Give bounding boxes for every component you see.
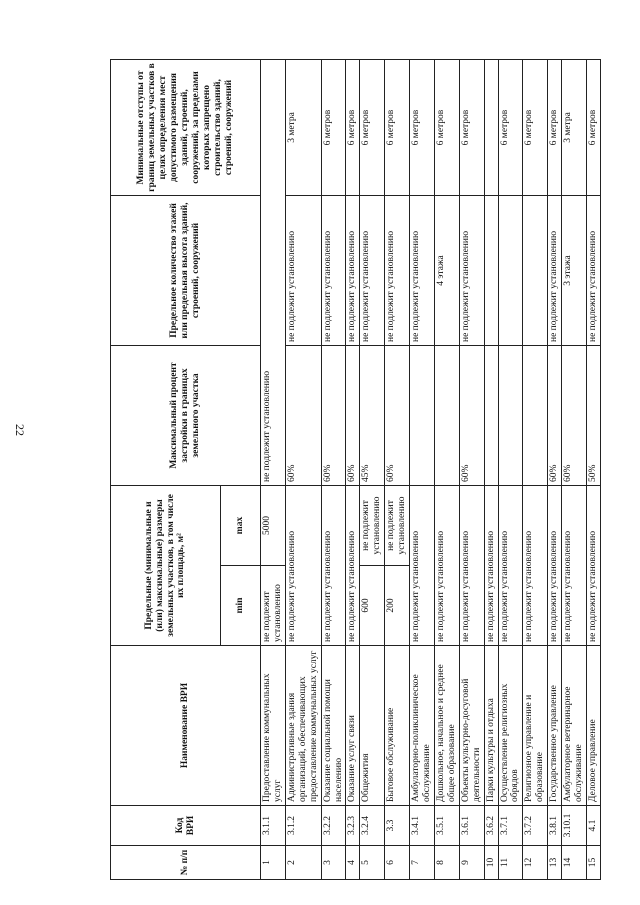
row-num: 12 bbox=[523, 846, 548, 880]
row-name: Объекты культурно-досуговой деятельности bbox=[459, 646, 484, 806]
row-percent: не подлежит установлению bbox=[261, 60, 286, 486]
row-floors: не подлежит установлению bbox=[586, 196, 600, 346]
row-setback: 6 метров bbox=[586, 60, 600, 196]
row-num: 10 bbox=[484, 846, 498, 880]
table-row bbox=[484, 60, 498, 880]
row-size: не подлежит установлению bbox=[548, 486, 562, 646]
row-name: Административные здания организаций, обеспечивающих предоставление коммунальных услуг bbox=[285, 646, 321, 806]
header-code: Код ВРИ bbox=[111, 806, 261, 846]
row-setback: 3 метра bbox=[285, 60, 321, 196]
row-floors: не подлежит установлению bbox=[548, 196, 562, 346]
row-code: 3.3 bbox=[385, 806, 410, 846]
row-percent bbox=[498, 346, 523, 486]
row-setback: 6 метров bbox=[385, 60, 410, 196]
table-row bbox=[285, 60, 321, 880]
row-num: 14 bbox=[562, 846, 587, 880]
row-max: 5000 bbox=[261, 486, 286, 566]
row-floors: не подлежит установлению bbox=[321, 196, 346, 346]
row-size: не подлежит установлению bbox=[523, 486, 548, 646]
table-row bbox=[410, 60, 435, 880]
row-max: не подлежит установлению bbox=[360, 486, 385, 566]
header-size: Предельные (минимальные и (или) максимальные) размеры земельных участков, в том числе их площадь, м² bbox=[111, 486, 221, 646]
header-name: Наименование ВРИ bbox=[111, 646, 261, 806]
row-name: Амбулаторное ветеринарное обслуживание bbox=[562, 646, 587, 806]
row-floors: не подлежит установлению bbox=[346, 196, 360, 346]
row-size: не подлежит установлению bbox=[434, 486, 459, 646]
row-name: Общежития bbox=[360, 646, 385, 806]
row-code: 3.10.1 bbox=[562, 806, 587, 846]
row-code: 3.2.4 bbox=[360, 806, 385, 846]
row-floors bbox=[523, 196, 548, 346]
row-name: Парки культуры и отдыха bbox=[484, 646, 498, 806]
row-max: не подлежит установлению bbox=[385, 486, 410, 566]
row-size: не подлежит установлению bbox=[562, 486, 587, 646]
row-name: Государственное управление bbox=[548, 646, 562, 806]
row-code: 3.6.2 bbox=[484, 806, 498, 846]
row-name: Амбулаторно-поликлиническое обслуживание bbox=[410, 646, 435, 806]
row-num: 9 bbox=[459, 846, 484, 880]
row-code: 3.1.1 bbox=[261, 806, 286, 846]
row-code: 3.2.3 bbox=[346, 806, 360, 846]
row-code: 3.7.1 bbox=[498, 806, 523, 846]
header-num: № п/п bbox=[111, 846, 261, 880]
row-num: 11 bbox=[498, 846, 523, 880]
table-row bbox=[360, 60, 385, 880]
row-num: 4 bbox=[346, 846, 360, 880]
row-num: 3 bbox=[321, 846, 346, 880]
table-row bbox=[498, 60, 523, 880]
row-size: не подлежит установлению bbox=[410, 486, 435, 646]
row-percent: 60% bbox=[321, 346, 346, 486]
table-row bbox=[385, 60, 410, 880]
table-row bbox=[523, 60, 548, 880]
table-row bbox=[261, 60, 286, 880]
row-num: 2 bbox=[285, 846, 321, 880]
row-setback: 3 метра bbox=[562, 60, 587, 196]
row-percent bbox=[484, 346, 498, 486]
row-setback: 6 метров bbox=[523, 60, 548, 196]
table-row bbox=[459, 60, 484, 880]
row-name: Предоставление коммунальных услуг bbox=[261, 646, 286, 806]
row-setback: 6 метров bbox=[346, 60, 360, 196]
row-setback: 6 метров bbox=[410, 60, 435, 196]
row-num: 7 bbox=[410, 846, 435, 880]
row-floors: не подлежит установлению bbox=[360, 196, 385, 346]
row-name: Оказание услуг связи bbox=[346, 646, 360, 806]
table-row bbox=[548, 60, 562, 880]
row-percent: 60% bbox=[562, 346, 587, 486]
row-min: 200 bbox=[385, 566, 410, 646]
row-setback: 6 метров bbox=[459, 60, 484, 196]
row-floors: 3 этажа bbox=[562, 196, 587, 346]
row-floors: 4 этажа bbox=[434, 196, 459, 346]
row-name: Осуществление религиозных обрядов bbox=[498, 646, 523, 806]
row-min: не подлежит установлению bbox=[261, 566, 286, 646]
row-num: 1 bbox=[261, 846, 286, 880]
row-code: 3.6.1 bbox=[459, 806, 484, 846]
table-row bbox=[321, 60, 346, 880]
row-code: 3.8.1 bbox=[548, 806, 562, 846]
row-size: не подлежит установлению bbox=[484, 486, 498, 646]
row-floors: не подлежит установлению bbox=[285, 196, 321, 346]
row-size: не подлежит установлению bbox=[346, 486, 360, 646]
row-size: не подлежит установлению bbox=[285, 486, 321, 646]
row-percent bbox=[523, 346, 548, 486]
row-setback bbox=[484, 60, 498, 196]
row-setback: 6 метров bbox=[548, 60, 562, 196]
table-row bbox=[562, 60, 587, 880]
row-size: не подлежит установлению bbox=[498, 486, 523, 646]
table-row bbox=[346, 60, 360, 880]
row-floors: не подлежит установлению bbox=[459, 196, 484, 346]
page-number: 22 bbox=[13, 424, 27, 436]
row-min: 600 bbox=[360, 566, 385, 646]
row-percent: 45% bbox=[360, 346, 385, 486]
header-max: max bbox=[221, 486, 261, 566]
row-name: Религиозное управление и образование bbox=[523, 646, 548, 806]
row-percent: 60% bbox=[459, 346, 484, 486]
row-name: Деловое управление bbox=[586, 646, 600, 806]
row-name: Бытовое обслуживание bbox=[385, 646, 410, 806]
row-percent: 60% bbox=[346, 346, 360, 486]
row-percent: 60% bbox=[285, 346, 321, 486]
header-percent: Максимальный процент застройки в границах земельного участка bbox=[111, 346, 261, 486]
row-code: 3.5.1 bbox=[434, 806, 459, 846]
row-percent: 50% bbox=[586, 346, 600, 486]
row-size: не подлежит установлению bbox=[586, 486, 600, 646]
row-setback: 6 метров bbox=[360, 60, 385, 196]
row-setback: 6 метров bbox=[498, 60, 523, 196]
regulations-table bbox=[110, 59, 601, 880]
row-name: Дошкольное, начальное и среднее общее образование bbox=[434, 646, 459, 806]
header-floors: Предельное количество этажей или предельная высота зданий, строений, сооружений bbox=[111, 196, 261, 346]
row-size: не подлежит установлению bbox=[459, 486, 484, 646]
row-percent: 60% bbox=[385, 346, 410, 486]
row-floors bbox=[498, 196, 523, 346]
table-row bbox=[434, 60, 459, 880]
row-num: 5 bbox=[360, 846, 385, 880]
header-setback: Минимальные отступы от границ земельных участков в целях определения мест допустимого размещения зданий, строений, сооружений, за пределами которых запрещено строительство зданий, строений, сооружений bbox=[111, 60, 261, 196]
rotated-page bbox=[110, 60, 598, 880]
row-code: 3.2.2 bbox=[321, 806, 346, 846]
row-setback: 6 метров bbox=[434, 60, 459, 196]
row-num: 13 bbox=[548, 846, 562, 880]
row-percent bbox=[410, 346, 435, 486]
row-percent: 60% bbox=[548, 346, 562, 486]
row-floors: не подлежит установлению bbox=[385, 196, 410, 346]
row-code: 4.1 bbox=[586, 806, 600, 846]
table-row bbox=[586, 60, 600, 880]
row-num: 15 bbox=[586, 846, 600, 880]
row-num: 6 bbox=[385, 846, 410, 880]
row-code: 3.7.2 bbox=[523, 806, 548, 846]
row-name: Оказание социальной помощи населению bbox=[321, 646, 346, 806]
row-num: 8 bbox=[434, 846, 459, 880]
row-percent bbox=[434, 346, 459, 486]
row-code: 3.1.2 bbox=[285, 806, 321, 846]
row-floors: не подлежит установлению bbox=[410, 196, 435, 346]
row-setback: 6 метров bbox=[321, 60, 346, 196]
row-size: не подлежит установлению bbox=[321, 486, 346, 646]
row-code: 3.4.1 bbox=[410, 806, 435, 846]
header-min: min bbox=[221, 566, 261, 646]
row-floors bbox=[484, 196, 498, 346]
